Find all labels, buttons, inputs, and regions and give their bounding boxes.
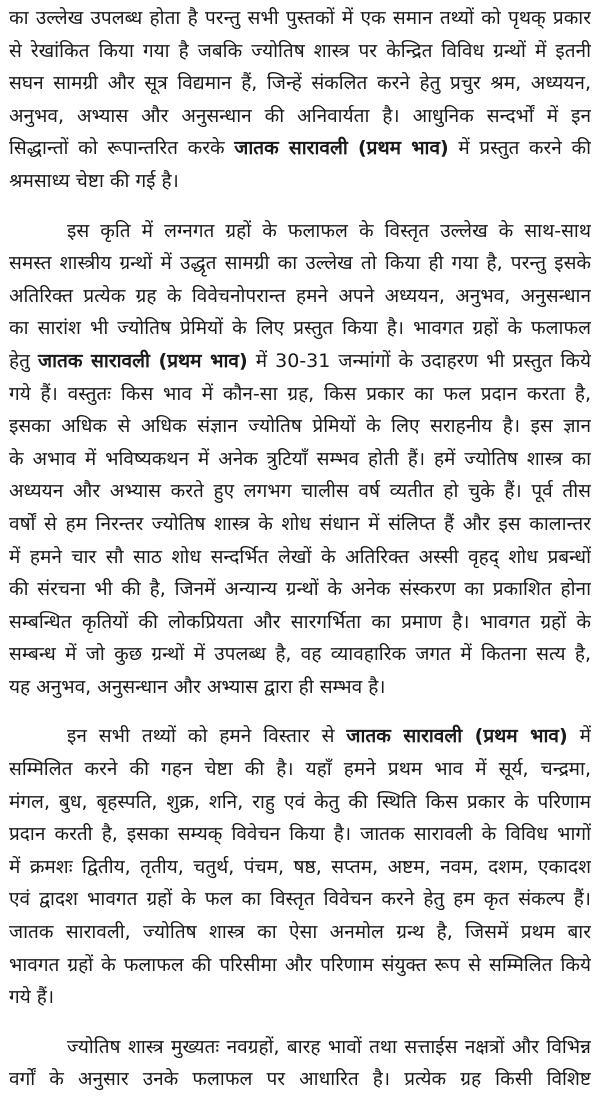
text-segment: अध्ययन और अभ्यास करते हुए लगभग चालीस वर्ष व्यतीत हो चुके हैं। पूर्व तीस (9, 480, 591, 503)
text-segment: में प्रस्तुत करने की (448, 137, 591, 160)
text-line (9, 132, 591, 165)
text-line (9, 1031, 591, 1064)
text-line (9, 215, 591, 248)
text-line (9, 443, 591, 476)
text-segment: अनुभव, अभ्यास और अनुसन्धान की अनिवार्यता है। आधुनिक सन्दर्भों में इन (9, 104, 591, 127)
text-line (9, 786, 591, 819)
text-line (9, 753, 591, 786)
text-line (9, 35, 591, 68)
text-segment: की संरचना भी की है, जिनमें अन्यान्य ग्रन्थों के अनेक संस्करण का प्रकाशित होना (9, 578, 591, 601)
text-line (9, 67, 591, 100)
text-line (9, 345, 591, 378)
text-segment: ज्योतिष शास्त्र मुख्यतः नवग्रहों, बारह भावों तथा सत्ताईस नक्षत्रों और विभिन्न (67, 1035, 591, 1058)
text-segment: इन सभी तथ्यों को हमने विस्तार से (67, 725, 347, 748)
text-segment: श्रमसाध्य चेष्टा की गई है। (9, 169, 179, 192)
text-line (9, 671, 591, 704)
text-segment: में क्रमशः द्वितीय, तृतीय, चतुर्थ, पंचम, षष्ठ, सप्तम, अष्टम, नवम, दशम, एकादश (9, 855, 591, 878)
text-line (9, 541, 591, 574)
text-line (9, 247, 591, 280)
paragraph (9, 720, 591, 1013)
text-segment: का उल्लेख उपलब्ध होता है परन्तु सभी पुस्तकों में एक समान तथ्यों को पृथक् प्रकार (9, 7, 591, 29)
text-segment: जातक सारावली, ज्योतिष शास्त्र का ऐसा अनमोल ग्रन्थ है, जिसमें प्रथम बार (9, 921, 591, 944)
text-line (9, 508, 591, 541)
text-segment: के अभाव में भविष्यकथन में अनेक त्रुटियाँ सम्भव होती हैं। हमें ज्योतिष शास्त्र का (9, 447, 591, 470)
text-segment: भावगत ग्रहों के फलाफल की परिसीमा और परिणाम संयुक्त रूप से सम्मिलित किये (9, 953, 591, 976)
text-segment: वर्षों से हम निरन्तर ज्योतिष शास्त्र के शोध संधान में संलिप्त हैं और इस कालान्तर (9, 512, 591, 535)
text-line (9, 638, 591, 671)
text-segment: का सारांश भी ज्योतिष प्रेमियों के लिए प्रस्तुत किया है। भावगत ग्रहों के फलाफल (9, 317, 591, 340)
text-line (9, 378, 591, 411)
text-segment: हेतु (9, 349, 38, 372)
text-segment: से रेखांकित किया गया है जबकि ज्योतिष शास्त्र पर केन्द्रित विविध ग्रन्थों में इतनी (9, 39, 591, 62)
text-line (9, 1063, 591, 1096)
text-segment: इस कृति में लग्नगत ग्रहों के फलाफल के विस्तृत उल्लेख के साथ-साथ (67, 219, 591, 242)
text-segment: गये हैं। (9, 986, 55, 1009)
text-segment: सम्बन्ध में जो कुछ ग्रन्थों में उपलब्ध है, वह व्यावहारिक जगत में कितना सत्य है, (9, 643, 591, 666)
text-line (9, 818, 591, 851)
text-segment: यह अनुभव, अनुसन्धान और अभ्यास द्वारा ही सम्भव है। (9, 675, 386, 698)
text-line (9, 916, 591, 949)
text-line (9, 280, 591, 313)
paragraph (9, 1031, 591, 1096)
text-line (9, 312, 591, 345)
book-title-bold: जातक सारावली (प्रथम भाव) (346, 725, 568, 748)
text-segment: सिद्धान्तों को रूपान्तरित करके (9, 137, 235, 160)
text-line (9, 2, 591, 35)
text-segment: समस्त शास्त्रीय ग्रन्थों में उद्धृत सामग्री का उल्लेख तो किया ही गया है, परन्तु इसके (9, 252, 591, 275)
text-line (9, 949, 591, 982)
text-segment: प्रदान करती है, इसका सम्यक् विवेचन किया है। जातक सारावली के विविध भागों (9, 823, 591, 846)
text-line (9, 410, 591, 443)
text-segment: सघन सामग्री और सूत्र विद्यमान हैं, जिन्हें संकलित करने हेतु प्रचुर श्रम, अध्ययन, (9, 72, 591, 95)
text-segment: अतिरिक्त प्रत्येक ग्रह के विवेचनोपरान्त हमने अपने अध्ययन, अनुभव, अनुसन्धान (9, 284, 591, 307)
text-segment: सम्मिलित करने की गहन चेष्टा की है। यहाँ हमने प्रथम भाव में सूर्य, चन्द्रमा, (9, 758, 591, 781)
text-line (9, 981, 591, 1014)
paragraph (9, 215, 591, 704)
text-line (9, 851, 591, 884)
text-segment: में 30-31 जन्मांगों के उदाहरण भी प्रस्तुत किये (247, 349, 591, 372)
text-segment: सम्बन्धित कृतियों की लोकप्रियता और सारगर्भिता का प्रमाण है। भावगत ग्रहों के (9, 610, 591, 633)
text-segment: मंगल, बुध, बृहस्पति, शुक्र, शनि, राहु एवं केतु की स्थिति किस प्रकार के परिणाम (9, 790, 591, 813)
text-line (9, 883, 591, 916)
text-segment: में हमने चार सौ साठ शोध सन्दर्भित लेखों के अतिरिक्त अस्सी वृहद् शोध प्रबन्धों (9, 545, 591, 568)
book-title-bold: जातक सारावली (प्रथम भाव) (37, 349, 248, 372)
text-segment: इसका अधिक से अधिक संज्ञान ज्योतिष प्रेमियों के लिए सराहनीय है। इस ज्ञान (9, 415, 591, 438)
text-segment: एवं द्वादश भावगत ग्रहों के फल का विस्तृत विवेचन करने हेतु हम कृत संकल्प हैं। (9, 888, 591, 911)
text-line (9, 475, 591, 508)
text-line (9, 100, 591, 133)
text-line (9, 606, 591, 639)
book-title-bold: जातक सारावली (प्रथम भाव) (234, 137, 449, 160)
text-line (9, 573, 591, 606)
paragraph (9, 2, 591, 198)
text-line (9, 165, 591, 198)
text-segment: में (567, 725, 591, 748)
text-segment: वर्गों के अनुसार उनके फलाफल पर आधारित है। प्रत्येक ग्रह किसी विशिष्ट (9, 1068, 591, 1091)
text-line (9, 720, 591, 753)
text-segment: गये हैं। वस्तुतः किस भाव में कौन-सा ग्रह, किस प्रकार का फल प्रदान करता है, (9, 382, 591, 405)
